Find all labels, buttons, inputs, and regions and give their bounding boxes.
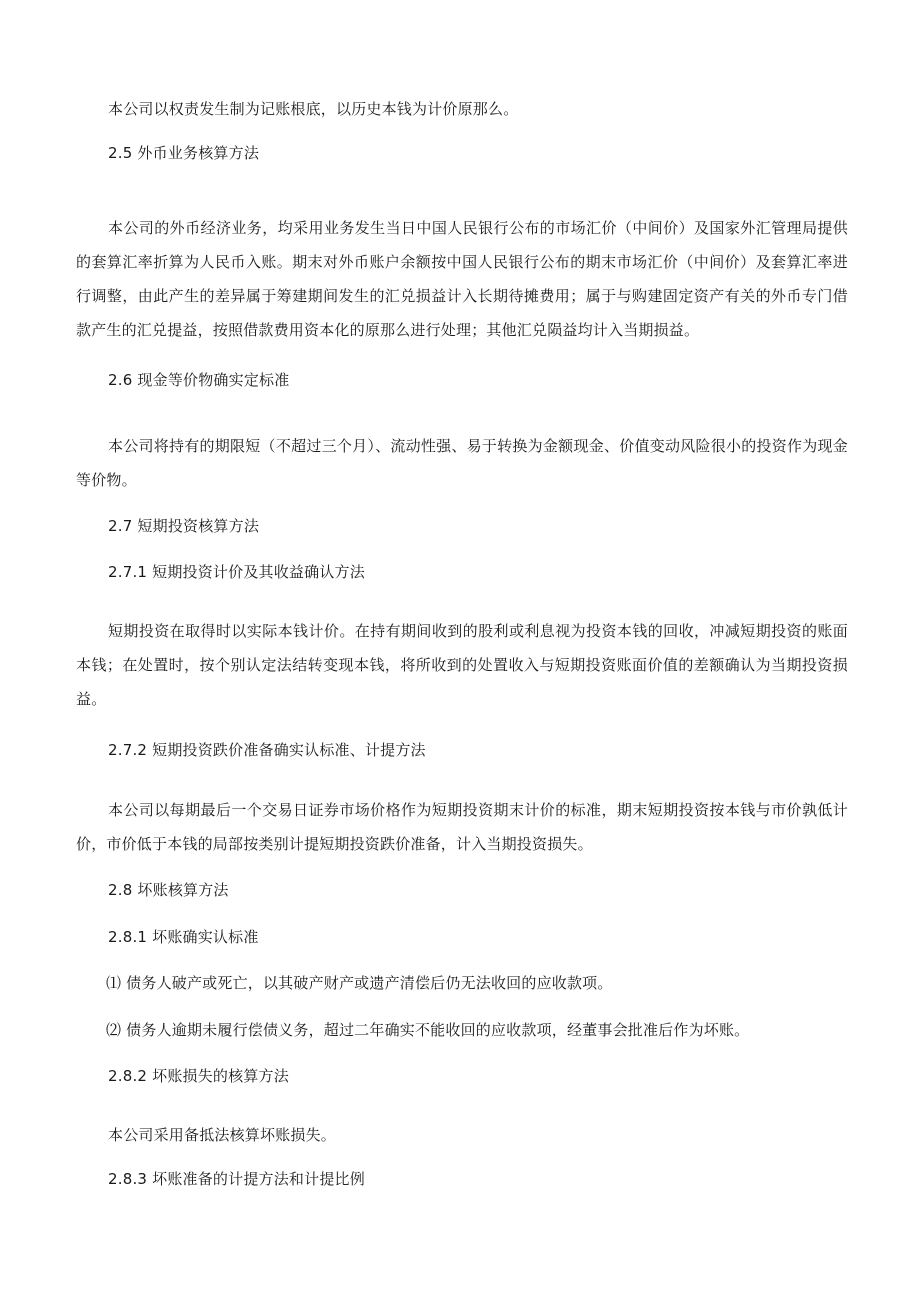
paragraph-short-term-investment: 短期投资在取得时以实际本钱计价。在持有期间收到的股利或利息视为投资本钱的回收，冲减短期投资的账面本钱；在处置时，按个别认定法结转变现本钱，将所收到的处置收入与短期投资账面价值的差额确认为当期投资损益。 <box>76 622 848 708</box>
heading-2-8-3: 2.8.3 坏账准备的计提方法和计提比例 <box>108 1170 365 1188</box>
heading-2-7-2: 2.7.2 短期投资跌价准备确实认标准、计提方法 <box>108 741 426 759</box>
heading-2-8: 2.8 坏账核算方法 <box>108 881 229 899</box>
paragraph-cash-equivalents: 本公司将持有的期限短（不超过三个月）、流动性强、易于转换为金额现金、价值变动风险很小的投资作为现金等价物。 <box>76 437 848 489</box>
paragraph-foreign-currency: 本公司的外币经济业务，均采用业务发生当日中国人民银行公布的市场汇价（中间价）及国家外汇管理局提供的套算汇率折算为人民币入账。期末对外币账户余额按中国人民银行公布的期末市场汇价（中间价）及套算汇率进行调整，由此产生的差异属于筹建期间发生的汇兑损益计入长期待摊费用；属于与购建固定资产有关的外币专门借款产生的汇兑提益，按照借款费用资本化的原那么进行处理；其他汇兑陨益均计入当期损益。 <box>76 219 848 339</box>
heading-2-5: 2.5 外币业务核算方法 <box>108 144 260 162</box>
heading-2-8-1: 2.8.1 坏账确实认标准 <box>108 928 259 946</box>
paragraph-accounting-basis: 本公司以权责发生制为记账根底，以历史本钱为计价原那么。 <box>108 100 519 118</box>
list-item-2: ⑵ 债务人逾期未履行偿债义务，超过二年确实不能收回的应收款项，经董事会批准后作为坏账。 <box>106 1021 750 1039</box>
heading-2-7-1: 2.7.1 短期投资计价及其收益确认方法 <box>108 563 365 581</box>
heading-2-6: 2.6 现金等价物确实定标准 <box>108 371 290 389</box>
list-item-1: ⑴ 债务人破产或死亡，以其破产财产或遗产清偿后仍无法收回的应收款项。 <box>106 974 613 992</box>
heading-2-8-2: 2.8.2 坏账损失的核算方法 <box>108 1067 289 1085</box>
paragraph-impairment: 本公司以每期最后一个交易日证券市场价格作为短期投资期末计价的标准，期末短期投资按本钱与市价孰低计价，市价低于本钱的局部按类别计提短期投资跌价准备，计入当期投资损失。 <box>76 801 848 853</box>
heading-2-7: 2.7 短期投资核算方法 <box>108 517 260 535</box>
paragraph-allowance-method: 本公司采用备抵法核算坏账损失。 <box>108 1126 337 1144</box>
